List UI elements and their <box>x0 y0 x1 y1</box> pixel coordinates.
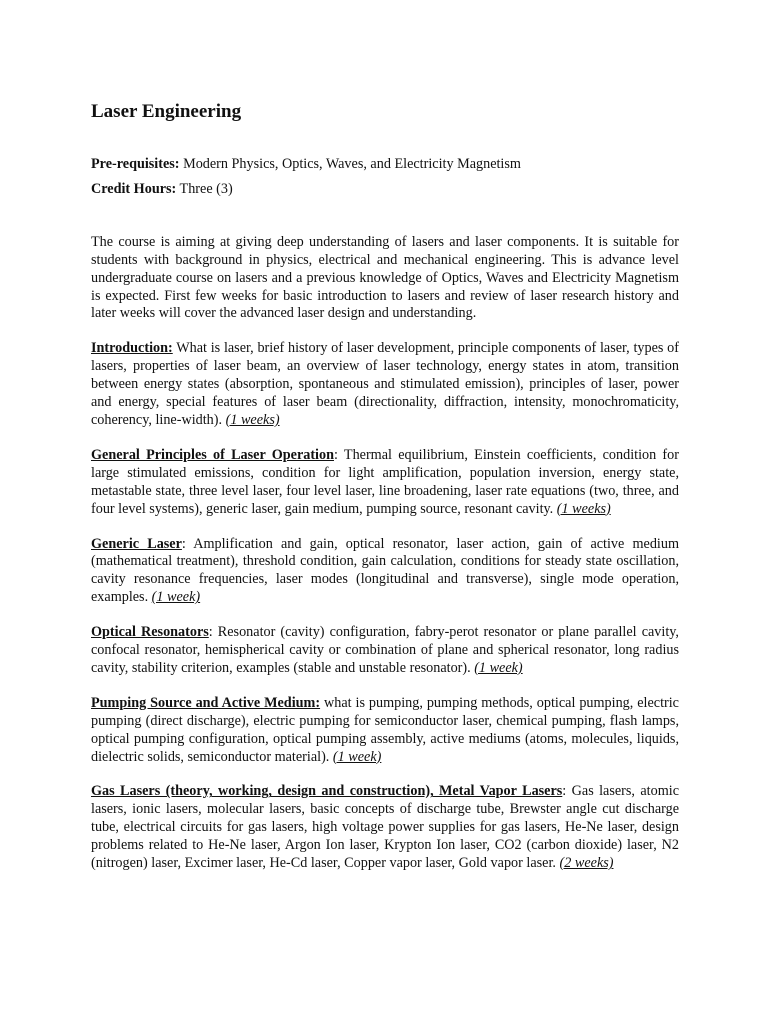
section-duration: (1 week) <box>474 659 523 676</box>
prerequisites-label: Pre-requisites: <box>91 156 180 172</box>
section-duration: (1 weeks) <box>225 411 280 428</box>
section-heading: Generic Laser <box>91 535 182 552</box>
section-general-principles <box>91 447 679 519</box>
section-duration: (1 weeks) <box>556 500 611 517</box>
credit-hours-value: Three (3) <box>176 180 233 197</box>
section-pumping-source <box>91 695 679 767</box>
section-generic-laser <box>91 536 679 608</box>
prerequisites-value: Modern Physics, Optics, Waves, and Electricity Magnetism <box>179 156 521 172</box>
section-duration: (2 weeks) <box>559 855 614 872</box>
section-body: what is pumping, pumping methods, optical pumping, electric pumping (direct discharge), electric pumping for semiconductor laser, chemical pumping, flash lamps, optical pumping configuration, optical pumping assembly, active mediums (atoms, molecules, liquids, dielectric solids, semiconductor material). <box>91 694 679 765</box>
document-title: Laser Engineering <box>91 101 242 122</box>
section-body: What is laser, brief history of laser development, principle components of laser, types of lasers, properties of laser beam, an overview of laser technology, energy states in atom, transition between energy states (absorption, spontaneous and stimulated emission), principles of laser, power and energy, special features of laser beam (directionality, diffraction, intensity, monochromaticity, coherency, line-width). <box>91 340 679 428</box>
section-introduction <box>91 340 679 430</box>
section-heading: Pumping Source and Active Medium: <box>91 694 321 711</box>
section-body: : Amplification and gain, optical resonator, laser action, gain of active medium (mathematical treatment), threshold condition, gain calculation, conditions for steady state oscillation, cavity resonance frequencies, laser modes (longitudinal and transverse), single mode operation, examples. <box>91 535 679 606</box>
section-duration: (1 week) <box>332 748 382 765</box>
credit-hours-line <box>91 181 679 199</box>
section-body: : Gas lasers, atomic lasers, ionic lasers, molecular lasers, basic concepts of discharge tube, Brewster angle cut discharge tube, electrical circuits for gas lasers, high voltage power supplies for gas lasers, He-Ne laser, design problems related to He-Ne laser, Argon Ion laser, Krypton Ion laser, CO2 (carbon dioxide) laser, N2 (nitrogen) laser, Excimer laser, He-Cd laser, Copper vapor laser, Gold vapor laser. <box>91 783 679 872</box>
section-optical-resonators <box>91 624 679 678</box>
section-heading: General Principles of Laser Operation <box>91 446 334 463</box>
credit-hours-label: Credit Hours: <box>91 180 177 197</box>
section-heading: Gas Lasers (theory, working, design and construction), Metal Vapor Lasers <box>91 783 563 800</box>
section-heading: Introduction: <box>91 340 173 357</box>
intro-paragraph: The course is aiming at giving deep understanding of lasers and laser components. It is suitable for students with background in physics, electrical and mechanical engineering. This is advance level undergraduate course on lasers and a previous knowledge of Optics, Waves and Electricity Magnetism is expected. First few weeks for basic introduction to lasers and review of laser research history and later weeks will cover the advanced laser design and understanding. <box>91 233 679 322</box>
section-gas-lasers <box>91 783 679 873</box>
section-duration: (1 week) <box>151 589 201 606</box>
section-body: : Resonator (cavity) configuration, fabry-perot resonator or plane parallel cavity, confocal resonator, hemispherical cavity or combination of plane and spherical resonator, long radius cavity, stability criterion, examples (stable and unstable resonator). <box>91 624 679 676</box>
section-body: : Thermal equilibrium, Einstein coefficients, condition for large stimulated emissions, condition for light amplification, population inversion, energy state, metastable state, three level laser, four level laser, line broadening, laser rate equations (two, three, and four level systems), generic laser, gain medium, pumping source, resonant cavity. <box>91 446 679 517</box>
prerequisites-line <box>91 156 679 174</box>
document-page <box>91 100 679 890</box>
section-heading: Optical Resonators <box>91 624 209 641</box>
